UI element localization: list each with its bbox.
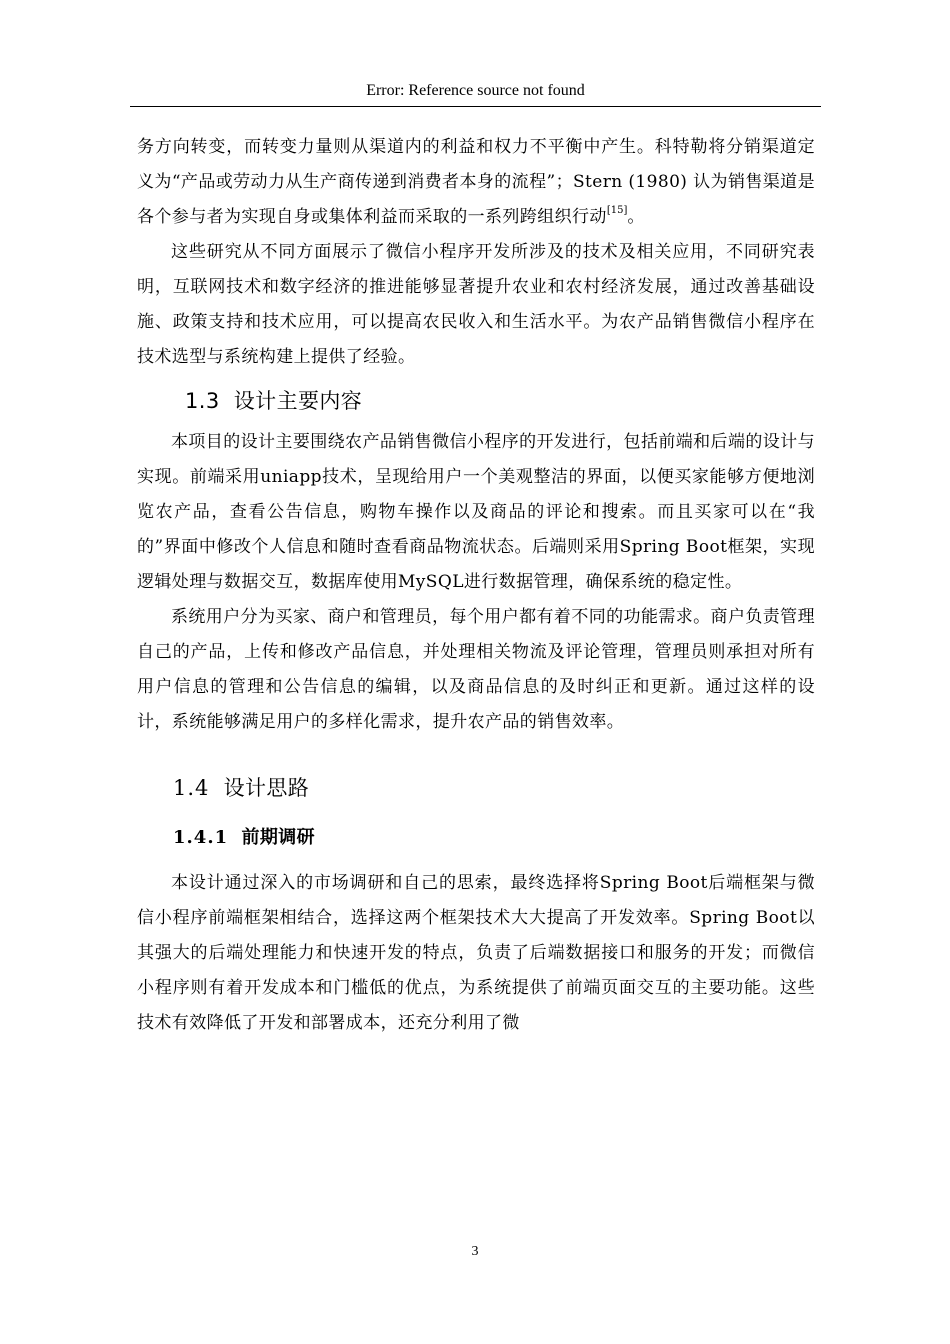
page-number: 3 <box>471 1244 479 1259</box>
section-title: 设计主要内容 <box>233 389 363 413</box>
section-title: 设计思路 <box>223 776 310 800</box>
running-header: Error: Reference source not found <box>366 82 585 99</box>
section-number: 1.4 <box>173 776 210 800</box>
paragraph-2: 这些研究从不同方面展示了微信小程序开发所涉及的技术及相关应用，不同研究表明，互联网技术和数字经济的推进能够显著提升农业和农村经济发展，通过改善基础设施、政策支持和技术应用，可以提高农民收入和生活水平。为农产品销售微信小程序在技术选型与系统构建上提供了经验。 <box>137 242 815 367</box>
paragraph-5: 本设计通过深入的市场调研和自己的思索，最终选择将Spring Boot后端框架与微信小程序前端框架相结合，选择这两个框架技术大大提高了开发效率。Spring Boot以其强大的后端处理能力和快速开发的特点，负责了后端数据接口和服务的开发；而微信小程序则有着开发成本和门槛低的优点，为系统提供了前端页面交互的主要功能。这些技术有效降低了开发和部署成本，还充分利用了微 <box>137 873 815 1033</box>
paragraph-3: 本项目的设计主要围绕农产品销售微信小程序的开发进行，包括前端和后端的设计与实现。前端采用uniapp技术，呈现给用户一个美观整洁的界面，以便买家能够方便地浏览农产品，查看公告信息，购物车操作以及商品的评论和搜索。而且买家可以在“我的”界面中修改个人信息和随时查看商品物流状态。后端则采用Spring Boot框架，实现逻辑处理与数据交互，数据库使用MySQL进行数据管理，确保系统的稳定性。 <box>137 432 815 592</box>
section-heading-1-4 <box>137 768 815 808</box>
section-number: 1.3 <box>185 389 220 413</box>
body-text <box>137 130 815 1041</box>
paragraph-1 <box>137 130 815 235</box>
subsection-number: 1.4.1 <box>173 827 229 848</box>
header-rule <box>130 106 821 107</box>
paragraph-4: 系统用户分为买家、商户和管理员，每个用户都有着不同的功能需求。商户负责管理自己的产品，上传和修改产品信息，并处理相关物流及评论管理，管理员则承担对所有用户信息的管理和公告信息的编辑，以及商品信息的及时纠正和更新。通过这样的设计，系统能够满足用户的多样化需求，提升农产品的销售效率。 <box>137 607 815 732</box>
section-heading-1-3 <box>137 381 815 421</box>
paragraph-1-end: 。 <box>627 207 645 227</box>
subsection-title: 前期调研 <box>241 827 316 848</box>
subsection-heading-1-4-1 <box>137 818 815 858</box>
paragraph-1-text: 务方向转变，而转变力量则从渠道内的利益和权力不平衡中产生。科特勒将分销渠道定义为“产品或劳动力从生产商传递到消费者本身的流程”；Stern (1980) 认为销售渠道是各个参与者为实现自身或集体利益而采取的一系列跨组织行动 <box>137 137 815 227</box>
citation-marker: [15] <box>606 205 628 216</box>
